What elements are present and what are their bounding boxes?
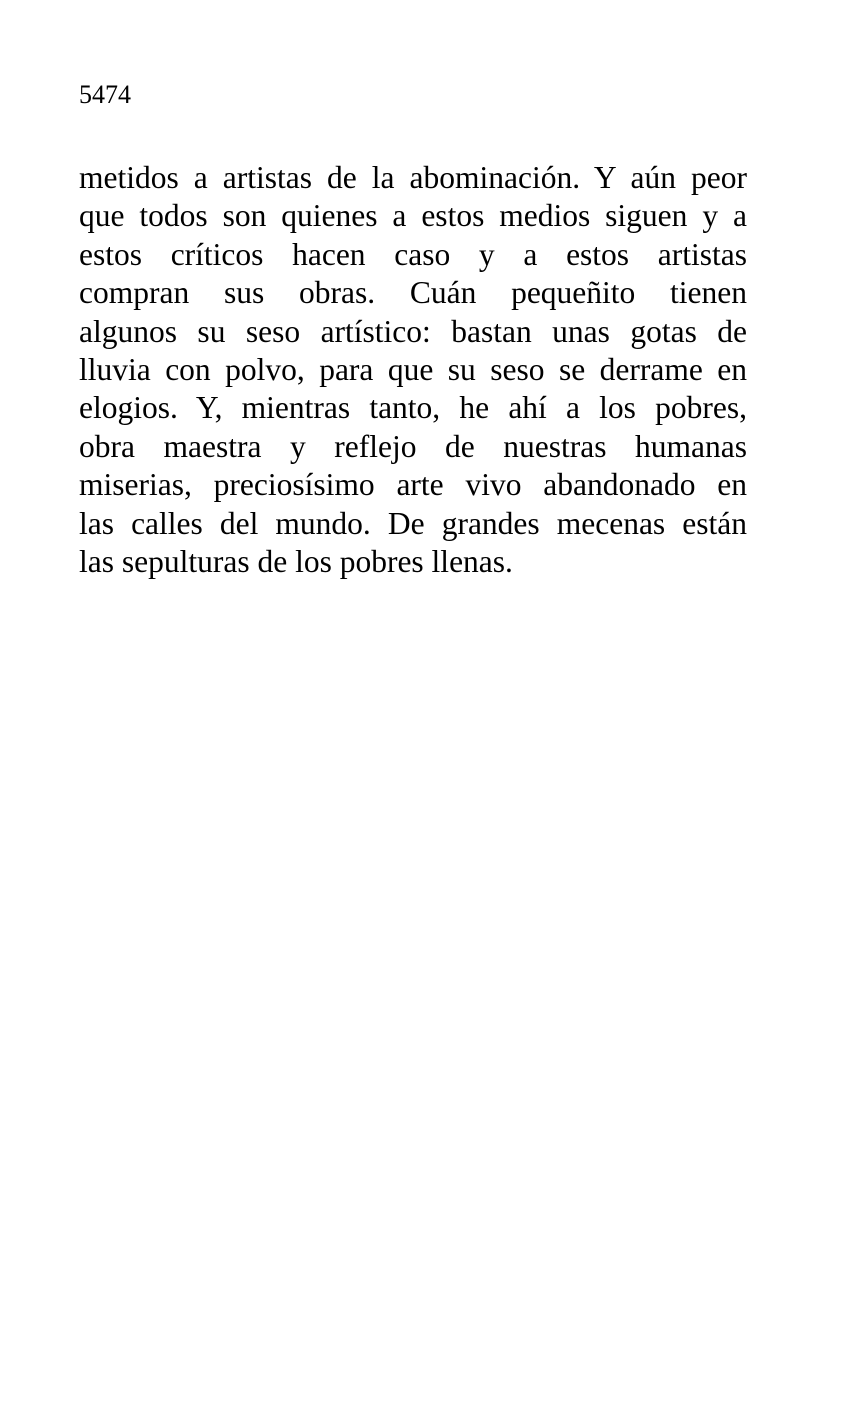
text-line-6: lluvia con polvo, para que su seso se derrame en <box>79 351 747 387</box>
page-number: 5474 <box>79 80 131 109</box>
text-line-7: elogios. Y, mientras tanto, he ahí a los pobres, <box>79 390 747 426</box>
text-line-8: obra maestra y reflejo de nuestras humanas <box>79 428 747 464</box>
text-line-9: miserias, preciosísimo arte vivo abandonado en <box>79 467 747 503</box>
text-line-3: estos críticos hacen caso y a estos artistas <box>79 236 747 272</box>
text-line-5: algunos su seso artístico: bastan unas gotas de <box>79 313 747 349</box>
text-line-2: que todos son quienes a estos medios siguen y a <box>79 198 747 234</box>
text-line-1: metidos a artistas de la abominación. Y aún peor <box>79 160 747 195</box>
body-paragraph <box>79 159 747 581</box>
text-line-11: las sepulturas de los pobres llenas. <box>79 543 513 579</box>
text-line-10: las calles del mundo. De grandes mecenas están <box>79 505 747 541</box>
text-line-4: compran sus obras. Cuán pequeñito tienen <box>79 275 747 311</box>
